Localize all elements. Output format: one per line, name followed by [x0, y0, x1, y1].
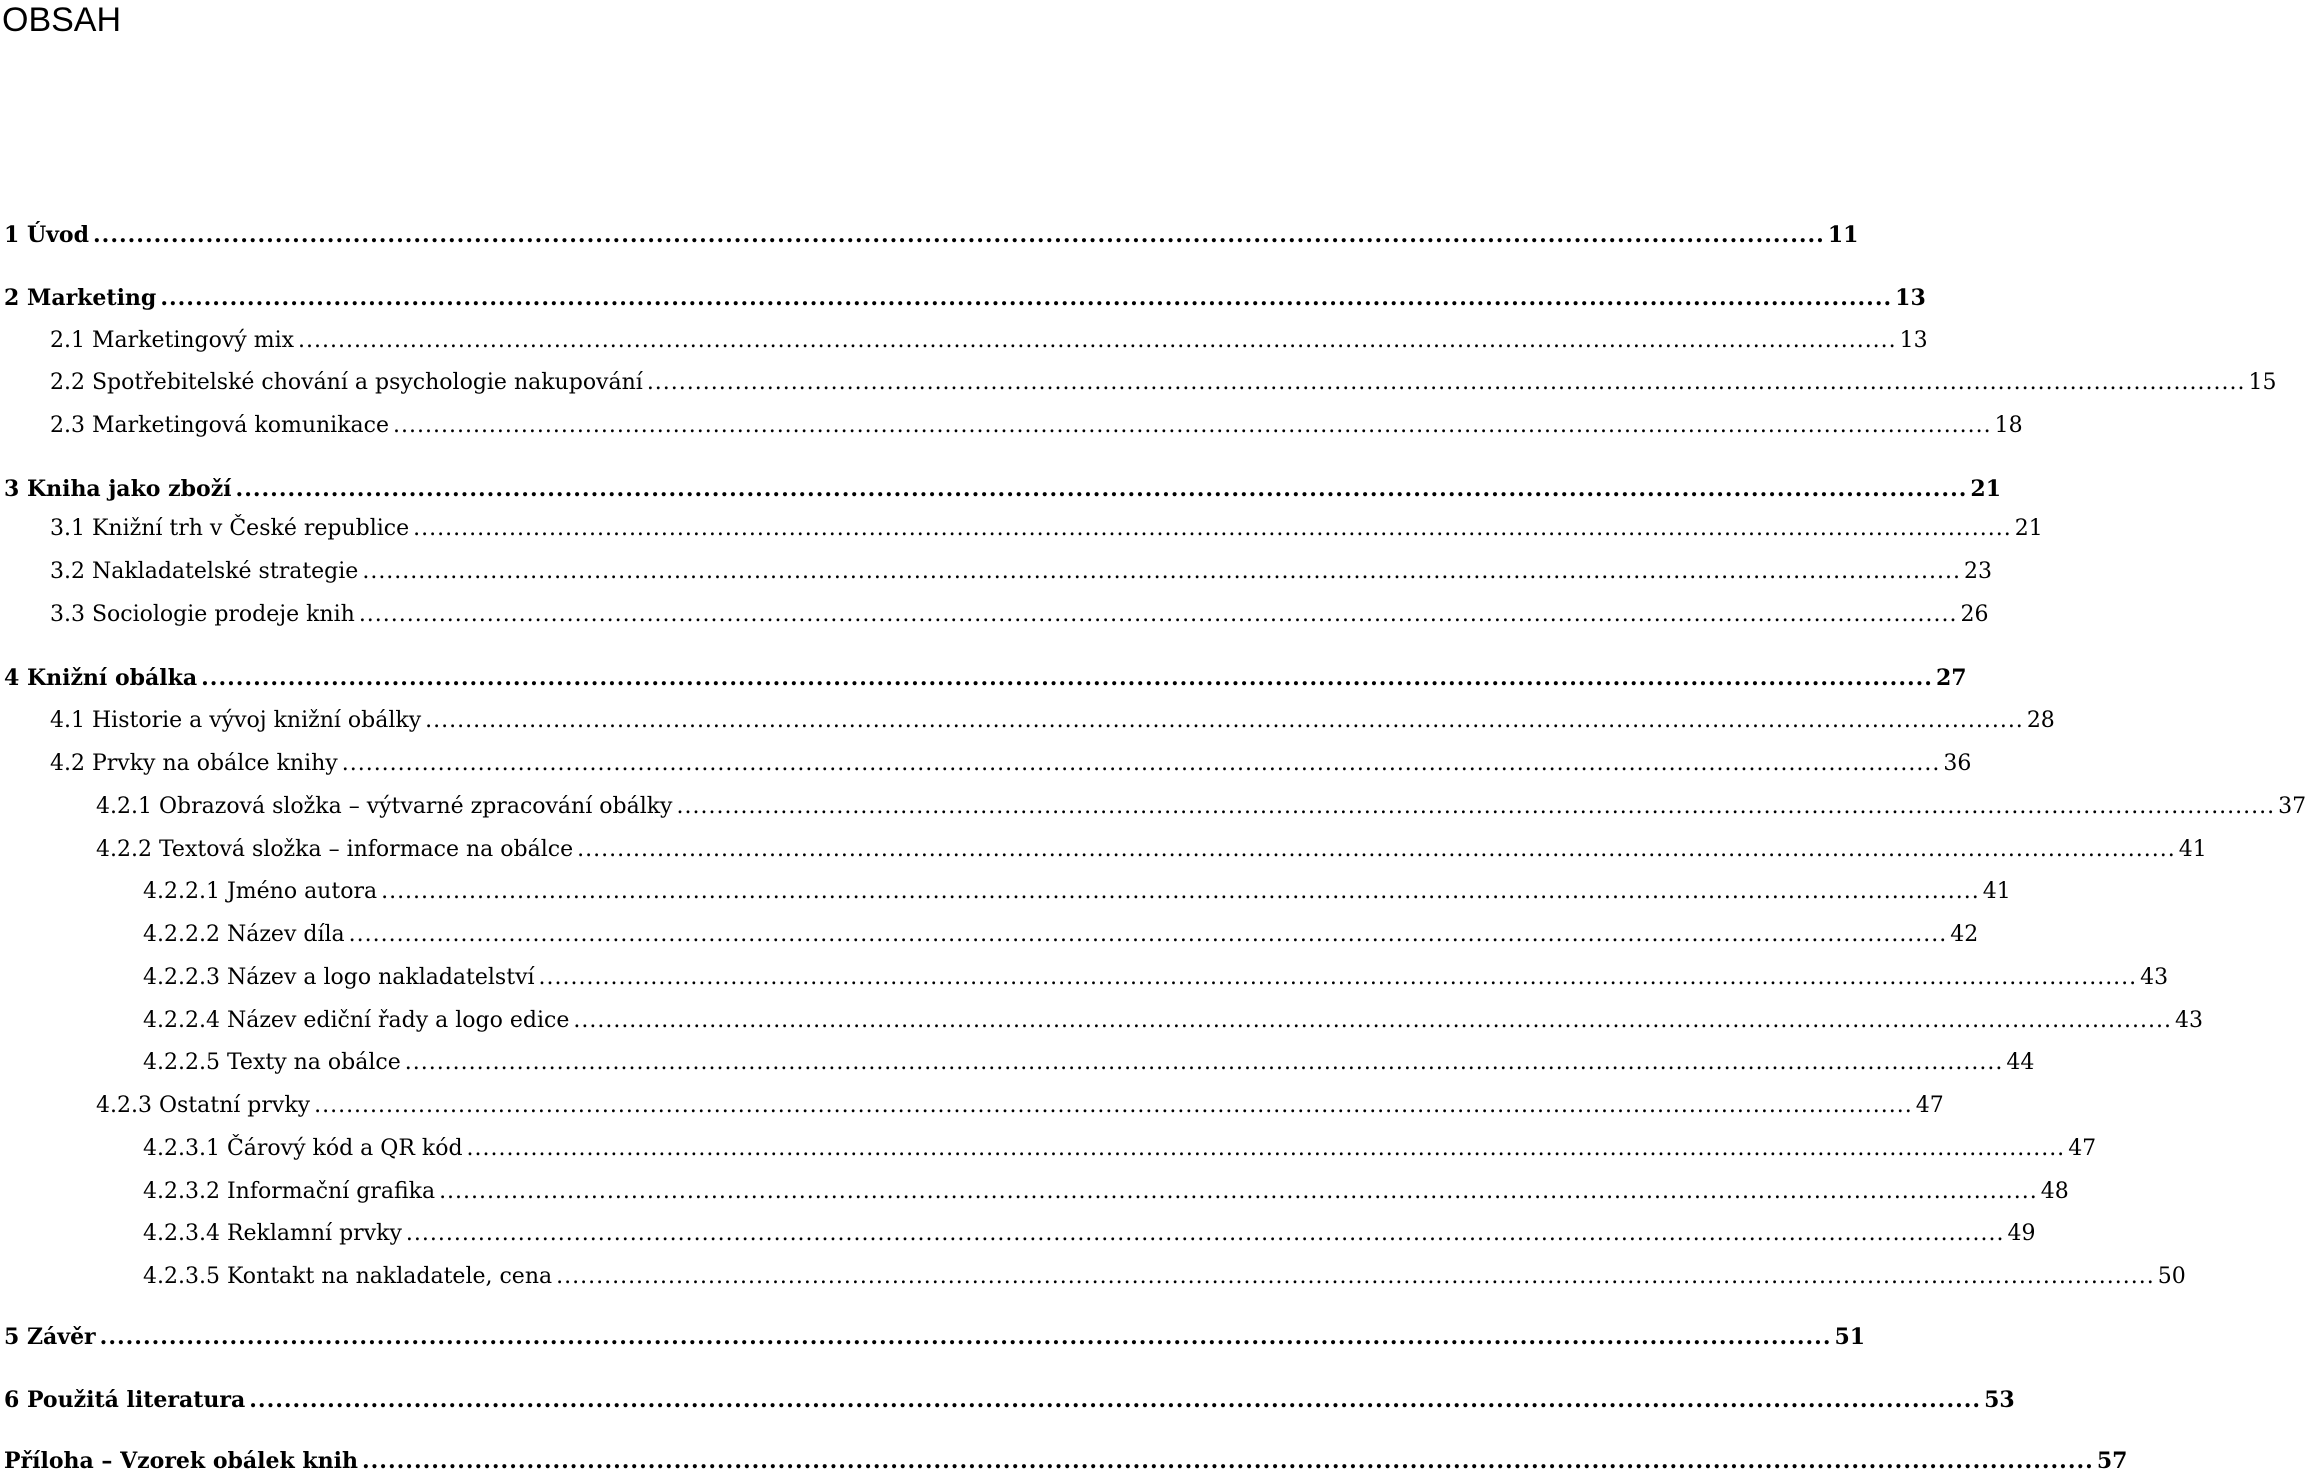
toc-entry[interactable]	[143, 877, 2011, 907]
toc-dot-leader: ........................................................................................................................................................................................................	[298, 328, 1897, 353]
toc-entry-label: 2 Marketing	[4, 285, 157, 311]
toc-dot-leader: ........................................................................................................................................................................................................	[93, 222, 1825, 248]
toc-entry-page: 47	[2068, 1136, 2097, 1161]
toc-entry-label: 4.2.2.4 Název ediční řady a logo edice	[143, 1008, 570, 1033]
toc-entry-label: 3.2 Nakladatelské strategie	[50, 559, 359, 584]
toc-entry[interactable]	[143, 920, 1979, 950]
toc-dot-leader: ........................................................................................................................................................................................................	[404, 1050, 2004, 1075]
toc-entry[interactable]	[4, 474, 2002, 504]
toc-entry[interactable]	[143, 1006, 2203, 1036]
toc-entry-label: Příloha – Vzorek obálek knih	[4, 1448, 358, 1474]
toc-entry[interactable]	[143, 1262, 2186, 1292]
toc-entry-label: 4.2.2.5 Texty na obálce	[143, 1050, 401, 1075]
toc-entry-page: 11	[1827, 222, 1859, 248]
page-title: OBSAH	[2, 1, 122, 39]
toc-dot-leader: ........................................................................................................................................................................................................	[573, 1008, 2172, 1033]
toc-entry-page: 47	[1915, 1093, 1944, 1118]
toc-dot-leader: ........................................................................................................................................................................................................	[676, 794, 2276, 819]
toc-entry-page: 48	[2040, 1179, 2069, 1204]
toc-dot-leader: ........................................................................................................................................................................................................	[348, 922, 1948, 947]
toc-entry[interactable]	[4, 663, 1967, 693]
toc-dot-leader: ........................................................................................................................................................................................................	[393, 413, 1992, 438]
toc-entry[interactable]	[143, 1219, 2036, 1249]
toc-entry-label: 2.1 Marketingový mix	[50, 328, 295, 353]
toc-entry-label: 3.3 Sociologie prodeje knih	[50, 602, 355, 627]
toc-dot-leader: ........................................................................................................................................................................................................	[405, 1221, 2005, 1246]
toc-entry[interactable]	[50, 411, 2023, 441]
toc-entry-page: 36	[1943, 751, 1972, 776]
toc-entry-label: 3.1 Knižní trh v České republice	[50, 516, 410, 541]
toc-entry-page: 43	[2175, 1008, 2203, 1033]
toc-dot-leader: ........................................................................................................................................................................................................	[381, 879, 1980, 904]
toc-entry-page: 13	[1899, 328, 1928, 353]
toc-entry[interactable]	[50, 326, 1928, 356]
toc-entry-page: 42	[1950, 922, 1979, 947]
toc-entry-label: 4.2.3.5 Kontakt na nakladatele, cena	[143, 1264, 553, 1289]
toc-entry-page: 41	[1982, 879, 2011, 904]
toc-entry[interactable]	[4, 220, 1859, 250]
toc-entry[interactable]	[50, 749, 1972, 779]
toc-entry[interactable]	[4, 1446, 2128, 1476]
toc-entry-label: 4.2.3.2 Informační grafika	[143, 1179, 436, 1204]
toc-entry[interactable]	[4, 283, 1926, 313]
toc-dot-leader: ........................................................................................................................................................................................................	[425, 708, 2024, 733]
toc-entry-page: 51	[1834, 1324, 1866, 1350]
toc-entry-label: 2.3 Marketingová komunikace	[50, 413, 390, 438]
toc-entry-label: 4 Knižní obálka	[4, 665, 198, 691]
toc-dot-leader: ........................................................................................................................................................................................................	[362, 559, 1961, 584]
toc-entry-page: 27	[1935, 665, 1967, 691]
toc-entry[interactable]	[50, 514, 2043, 544]
toc-dot-leader: ........................................................................................................................................................................................................	[358, 602, 1958, 627]
toc-dot-leader: ........................................................................................................................................................................................................	[314, 1093, 1913, 1118]
toc-dot-leader: ........................................................................................................................................................................................................	[413, 516, 2012, 541]
toc-dot-leader: ........................................................................................................................................................................................................	[466, 1136, 2066, 1161]
toc-entry-page: 15	[2248, 370, 2277, 395]
toc-dot-leader: ........................................................................................................................................................................................................	[577, 837, 2176, 862]
toc-entry-page: 37	[2278, 794, 2306, 819]
toc-entry[interactable]	[4, 1385, 2015, 1415]
toc-entry-page: 53	[1984, 1387, 2015, 1413]
toc-entry-label: 6 Použitá literatura	[4, 1387, 246, 1413]
toc-entry-page: 44	[2006, 1050, 2035, 1075]
toc-entry[interactable]	[50, 368, 2277, 398]
toc-entry[interactable]	[50, 557, 1992, 587]
toc-entry-page: 57	[2096, 1448, 2128, 1474]
toc-entry-label: 2.2 Spotřebitelské chování a psychologie nakupování	[50, 370, 643, 395]
toc-dot-leader: ........................................................................................................................................................................................................	[538, 965, 2138, 990]
toc-entry[interactable]	[4, 1322, 1866, 1352]
toc-dot-leader: ........................................................................................................................................................................................................	[361, 1448, 2094, 1474]
toc-entry-page: 49	[2007, 1221, 2036, 1246]
toc-entry-label: 1 Úvod	[4, 222, 89, 248]
toc-entry[interactable]	[50, 600, 1989, 630]
toc-entry-label: 4.2.2.1 Jméno autora	[143, 879, 378, 904]
toc-entry-page: 50	[2157, 1264, 2186, 1289]
toc-entry[interactable]	[143, 963, 2169, 993]
toc-entry-page: 28	[2026, 708, 2055, 733]
toc-entry[interactable]	[143, 1177, 2069, 1207]
toc-entry-label: 4.2.3.1 Čárový kód a QR kód	[143, 1136, 463, 1161]
toc-entry-label: 4.2.2 Textová složka – informace na obálce	[96, 837, 574, 862]
toc-entry-page: 26	[1960, 602, 1989, 627]
toc-entry[interactable]	[143, 1048, 2035, 1078]
toc-entry-label: 4.2 Prvky na obálce knihy	[50, 751, 338, 776]
toc-entry-page: 21	[2014, 516, 2043, 541]
toc-entry-label: 4.2.3.4 Reklamní prvky	[143, 1221, 402, 1246]
toc-dot-leader: ........................................................................................................................................................................................................	[341, 751, 1941, 776]
toc-entry-page: 43	[2140, 965, 2169, 990]
toc-entry-page: 41	[2178, 837, 2207, 862]
toc-entry-label: 5 Závěr	[4, 1324, 96, 1350]
toc-entry-label: 4.2.2.3 Název a logo nakladatelství	[143, 965, 535, 990]
toc-dot-leader: ........................................................................................................................................................................................................	[249, 1387, 1982, 1413]
toc-entry[interactable]	[96, 792, 2306, 822]
toc-dot-leader: ........................................................................................................................................................................................................	[646, 370, 2246, 395]
toc-entry-label: 4.2.1 Obrazová složka – výtvarné zpracování obálky	[96, 794, 673, 819]
toc-entry-page: 23	[1963, 559, 1992, 584]
toc-entry[interactable]	[96, 1091, 1944, 1121]
toc-dot-leader: ........................................................................................................................................................................................................	[99, 1324, 1832, 1350]
toc-entry[interactable]	[50, 706, 2055, 736]
toc-entry-page: 18	[1994, 413, 2023, 438]
toc-dot-leader: ........................................................................................................................................................................................................	[201, 665, 1933, 691]
toc-dot-leader: ........................................................................................................................................................................................................	[160, 285, 1893, 311]
toc-entry-label: 4.2.3 Ostatní prvky	[96, 1093, 311, 1118]
toc-dot-leader: ........................................................................................................................................................................................................	[439, 1179, 2038, 1204]
toc-dot-leader: ........................................................................................................................................................................................................	[235, 476, 1968, 502]
toc-entry[interactable]	[143, 1134, 2097, 1164]
toc-entry-label: 3 Kniha jako zboží	[4, 476, 232, 502]
toc-entry-page: 21	[1970, 476, 2002, 502]
toc-entry[interactable]	[96, 835, 2207, 865]
toc-dot-leader: ........................................................................................................................................................................................................	[556, 1264, 2155, 1289]
toc-entry-label: 4.1 Historie a vývoj knižní obálky	[50, 708, 422, 733]
toc-entry-page: 13	[1895, 285, 1926, 311]
toc-entry-label: 4.2.2.2 Název díla	[143, 922, 345, 947]
